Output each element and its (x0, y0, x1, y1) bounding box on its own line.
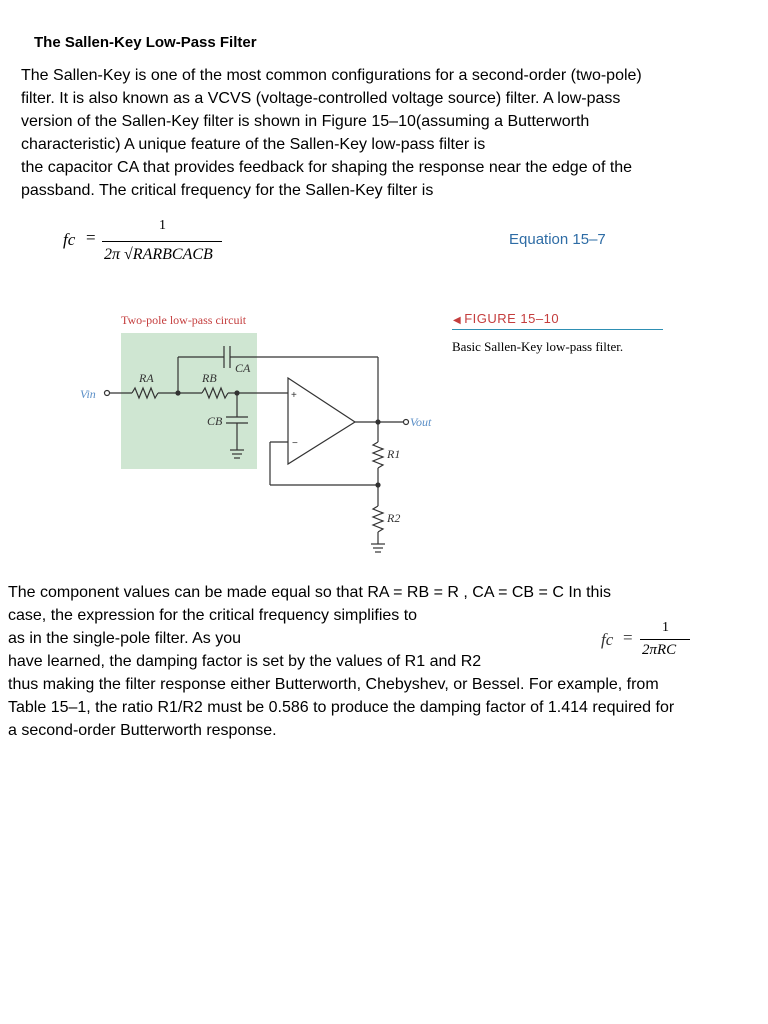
op-amp (288, 378, 355, 464)
page-heading: The Sallen-Key Low-Pass Filter (34, 34, 257, 51)
intro-line: characteristic) A unique feature of the Sallen-Key low-pass filter is (21, 136, 486, 153)
r2-label: R2 (387, 511, 401, 525)
vout-terminal (404, 420, 409, 425)
fraction-bar (640, 639, 690, 640)
intro-line: version of the Sallen-Key filter is shown in Figure 15–10(assuming a Butterworth (21, 113, 590, 130)
intro-line: passband. The critical frequency for the Sallen-Key filter is (21, 182, 434, 199)
circuit-title: Two-pole low-pass circuit (121, 313, 247, 327)
r1-label: R1 (387, 447, 401, 461)
minus-label: − (292, 438, 298, 449)
figure-label (453, 311, 559, 326)
cb-label: CB (207, 414, 223, 428)
equation-lhs: fc (63, 230, 76, 249)
body-line: Table 15–1, the ratio R1/R2 must be 0.586 to produce the damping factor of 1.414 required for (8, 699, 675, 716)
equation-equals: = (86, 228, 96, 247)
triangle-icon: ◀ (453, 315, 462, 326)
equation-label: Equation 15–7 (509, 231, 606, 248)
equation2-equals: = (623, 628, 633, 647)
vin-terminal (105, 391, 110, 396)
body-line: The component values can be made equal so that RA = RB = R , CA = CB = C In this (8, 584, 611, 601)
rb-label: RB (202, 371, 217, 385)
intro-line: the capacitor CA that provides feedback for shaping the response near the edge of the (21, 159, 633, 176)
equation2-numerator: 1 (662, 620, 669, 635)
body-line: as in the single-pole filter. As you (8, 630, 242, 647)
sallen-key-circuit-diagram (70, 330, 450, 560)
intro-line: The Sallen-Key is one of the most common configurations for a second-order (two-pole) (21, 67, 642, 84)
equation2-denominator: 2πRC (642, 642, 677, 658)
vout-label: Vout (410, 415, 432, 429)
figure-divider (452, 329, 663, 330)
fraction-bar (102, 241, 222, 242)
equation2-lhs: fc (601, 630, 614, 649)
body-line: thus making the filter response either Butterworth, Chebyshev, or Bessel. For example, from (8, 676, 659, 693)
body-line: have learned, the damping factor is set by the values of R1 and R2 (8, 653, 482, 670)
figure-label-text: FIGURE 15–10 (464, 311, 560, 326)
intro-line: filter. It is also known as a VCVS (voltage-controlled voltage source) filter. A low-pass (21, 90, 621, 107)
equation-denominator: 2π √RARBCACB (104, 246, 213, 263)
intro-paragraph (21, 64, 741, 202)
critical-frequency-equation (60, 218, 260, 278)
ca-label: CA (235, 361, 251, 375)
plus-label: + (291, 390, 297, 401)
resistor-r1 (373, 442, 383, 468)
body-line: a second-order Butterworth response. (8, 722, 277, 739)
ra-label: RA (139, 371, 154, 385)
simplified-frequency-equation (598, 620, 698, 666)
resistor-r2 (373, 506, 383, 532)
vin-label: Vin (80, 387, 96, 401)
figure-caption: Basic Sallen-Key low-pass filter. (452, 339, 624, 354)
equation-numerator: 1 (159, 218, 166, 233)
body-line: case, the expression for the critical frequency simplifies to (8, 607, 418, 624)
